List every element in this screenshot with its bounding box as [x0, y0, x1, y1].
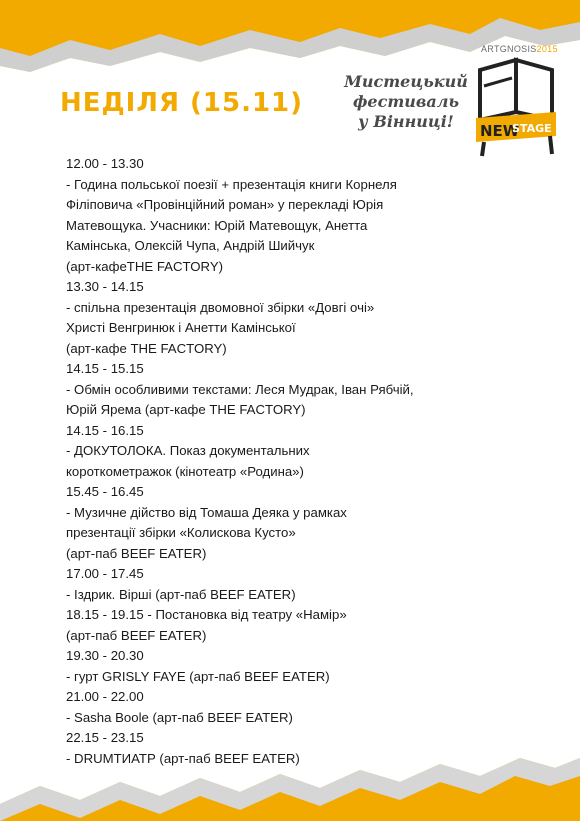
- schedule-line: короткометражок (кінотеатр «Родина»): [66, 463, 304, 479]
- logo-word-stage: STAGE: [512, 122, 552, 135]
- schedule-line: 22.15 - 23.15: [66, 730, 144, 745]
- schedule-line: - ДОКУТОЛОКА. Показ документальних: [66, 443, 310, 458]
- schedule-line: 14.15 - 16.15: [66, 422, 144, 438]
- schedule-line: Матевощука. Учасники: Юрій Матевощук, Анетта: [66, 217, 368, 233]
- logo-word-new: NEW: [480, 122, 520, 140]
- schedule-line: (арт-кафе THE FACTORY): [66, 340, 227, 356]
- schedule-line: Юрій Ярема (арт-кафе THE FACTORY): [66, 402, 306, 417]
- schedule-line: - DRUMТИАТР (арт-паб BEEF EATER): [66, 750, 300, 766]
- schedule-line: - Обмін особливими текстами: Леся Мудрак, Іван Рябчій,: [66, 381, 414, 397]
- schedule-line: - Музичне дійство від Томаша Деяка у рамках: [66, 504, 347, 520]
- schedule-list: [66, 154, 536, 769]
- festival-tagline: [340, 72, 472, 132]
- page-title: НЕДІЛЯ (15.11): [60, 88, 304, 118]
- schedule-line: - Sasha Boole (арт-паб BEEF EATER): [66, 709, 293, 725]
- tagline-line: Мистецький: [344, 72, 468, 91]
- schedule-line: 15.45 - 16.45: [66, 484, 144, 499]
- schedule-line: 12.00 - 13.30: [66, 156, 144, 171]
- brand-prefix: ARTGNOSIS: [481, 44, 537, 54]
- schedule-line: 13.30 - 14.15: [66, 279, 144, 294]
- brand-year: 2015: [536, 44, 558, 54]
- schedule-line: 14.15 - 15.15: [66, 361, 144, 376]
- schedule-line: (арт-паб BEEF EATER): [66, 545, 207, 561]
- schedule-line: - Година польської поезії + презентація книги Корнеля: [66, 176, 397, 192]
- tagline-line: у Вінниці!: [358, 112, 454, 131]
- new-stage-logo-icon: [474, 56, 558, 160]
- schedule-line: 21.00 - 22.00: [66, 689, 144, 704]
- schedule-line: Філіповича «Провінційний роман» у перекладі Юрія: [66, 197, 384, 212]
- schedule-line: - спільна презентація двомовної збірки «Довгі очі»: [66, 299, 375, 315]
- tagline-line: фестиваль: [352, 92, 460, 111]
- brand-label: [481, 44, 558, 54]
- schedule-line: (арт-кафеTHE FACTORY): [66, 258, 224, 274]
- schedule-line: Камінська, Олексій Чупа, Андрій Шийчук: [66, 238, 315, 253]
- schedule-line: - Іздрик. Вірші (арт-паб BEEF EATER): [66, 586, 296, 602]
- schedule-line: 18.15 - 19.15 - Постановка від театру «Намір»: [66, 607, 347, 622]
- schedule-line: презентації збірки «Колискова Кусто»: [66, 525, 296, 540]
- schedule-line: 19.30 - 20.30: [66, 648, 144, 663]
- schedule-line: 17.00 - 17.45: [66, 566, 144, 581]
- schedule-line: - гурт GRISLY FAYE (арт-паб BEEF EATER): [66, 668, 330, 684]
- schedule-line: Христі Венгринюк і Анетти Камінської: [66, 320, 296, 335]
- schedule-line: (арт-паб BEEF EATER): [66, 627, 207, 643]
